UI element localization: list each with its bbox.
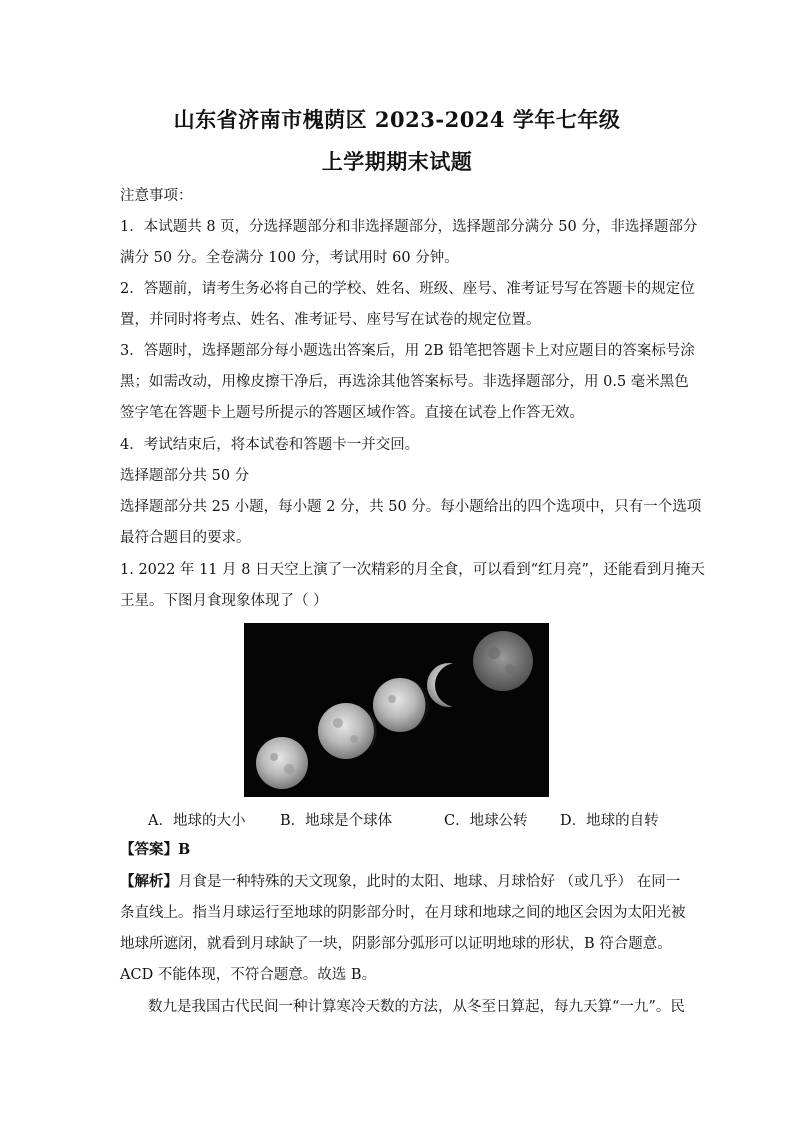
notice-line: 黑；如需改动，用橡皮擦干净后，再选涂其他答案标号。非选择题部分，用 0.5 毫米黑色 <box>120 374 689 390</box>
section-heading: 选择题部分共 50 分 <box>120 468 250 484</box>
question1-stem: 王星。下图月食现象体现了（ ） <box>120 593 328 609</box>
question1-options <box>120 809 680 829</box>
section-desc: 最符合题目的要求。 <box>120 530 251 546</box>
notice-line: 置，并同时将考点、姓名、准考证号、座号写在试卷的规定位置。 <box>120 312 541 328</box>
question1-analysis: 地球所遮闭，就看到月球缺了一块，阴影部分弧形可以证明地球的形状，B 符合题意。 <box>120 936 672 952</box>
notice-heading: 注意事项： <box>120 188 193 204</box>
notice-line: 1．本试题共 8 页，分选择题部分和非选择题部分，选择题部分满分 50 分，非选择题部分 <box>120 219 698 235</box>
next-paragraph: 数九是我国古代民间一种计算寒冷天数的方法，从冬至日算起，每九天算“一九”。民 <box>148 999 685 1015</box>
notice-line: 2．答题前，请考生务必将自己的学校、姓名、班级、座号、准考证号写在答题卡的规定位 <box>120 281 695 297</box>
notice-line: 签字笔在答题卡上题号所提示的答题区域作答。直接在试卷上作答无效。 <box>120 405 584 421</box>
option-b[interactable]: B．地球是个球体 <box>280 813 393 829</box>
option-d[interactable]: D．地球的自转 <box>560 813 659 829</box>
question1-analysis: ACD 不能体现，不符合题意。故选 B。 <box>120 967 377 983</box>
section-desc: 选择题部分共 25 小题，每小题 2 分，共 50 分。每小题给出的四个选项中，只有一个选项 <box>120 499 702 515</box>
question1-analysis-first <box>120 872 680 892</box>
moon-phase-1 <box>256 737 308 789</box>
option-a[interactable]: A．地球的大小 <box>148 813 246 829</box>
notice-line: 3．答题时，选择题部分每小题选出答案后，用 2B 铅笔把答题卡上对应题目的答案标号涂 <box>120 343 695 359</box>
question1-stem: 1. 2022 年 11 月 8 日天空上演了一次精彩的月全食，可以看到“红月亮”，还能看到月掩天 <box>120 562 705 578</box>
moon-phase-5 <box>473 631 533 691</box>
lunar-eclipse-photo <box>244 623 549 797</box>
question1-analysis: 条直线上。指当月球运行至地球的阴影部分时，在月球和地球之间的地区会因为太阳光被 <box>120 905 686 921</box>
exam-title-line2: 上学期期末试题 <box>321 149 473 174</box>
question1-answer: 【答案】B <box>120 841 191 858</box>
moon-phase-2 <box>318 703 374 759</box>
notice-line: 满分 50 分。全卷满分 100 分，考试用时 60 分钟。 <box>120 250 459 266</box>
analysis-label: 【解析】 <box>120 873 178 890</box>
option-c[interactable]: C．地球公转 <box>444 813 528 829</box>
analysis-text: 月食是一种特殊的天文现象，此时的太阳、地球、月球恰好 （或几乎） 在同一 <box>178 874 681 890</box>
lunar-eclipse-image <box>244 623 549 797</box>
notice-line: 4．考试结束后，将本试卷和答题卡一并交回。 <box>120 437 420 453</box>
exam-title-line1: 山东省济南市槐荫区 2023-2024 学年七年级 <box>173 107 621 132</box>
